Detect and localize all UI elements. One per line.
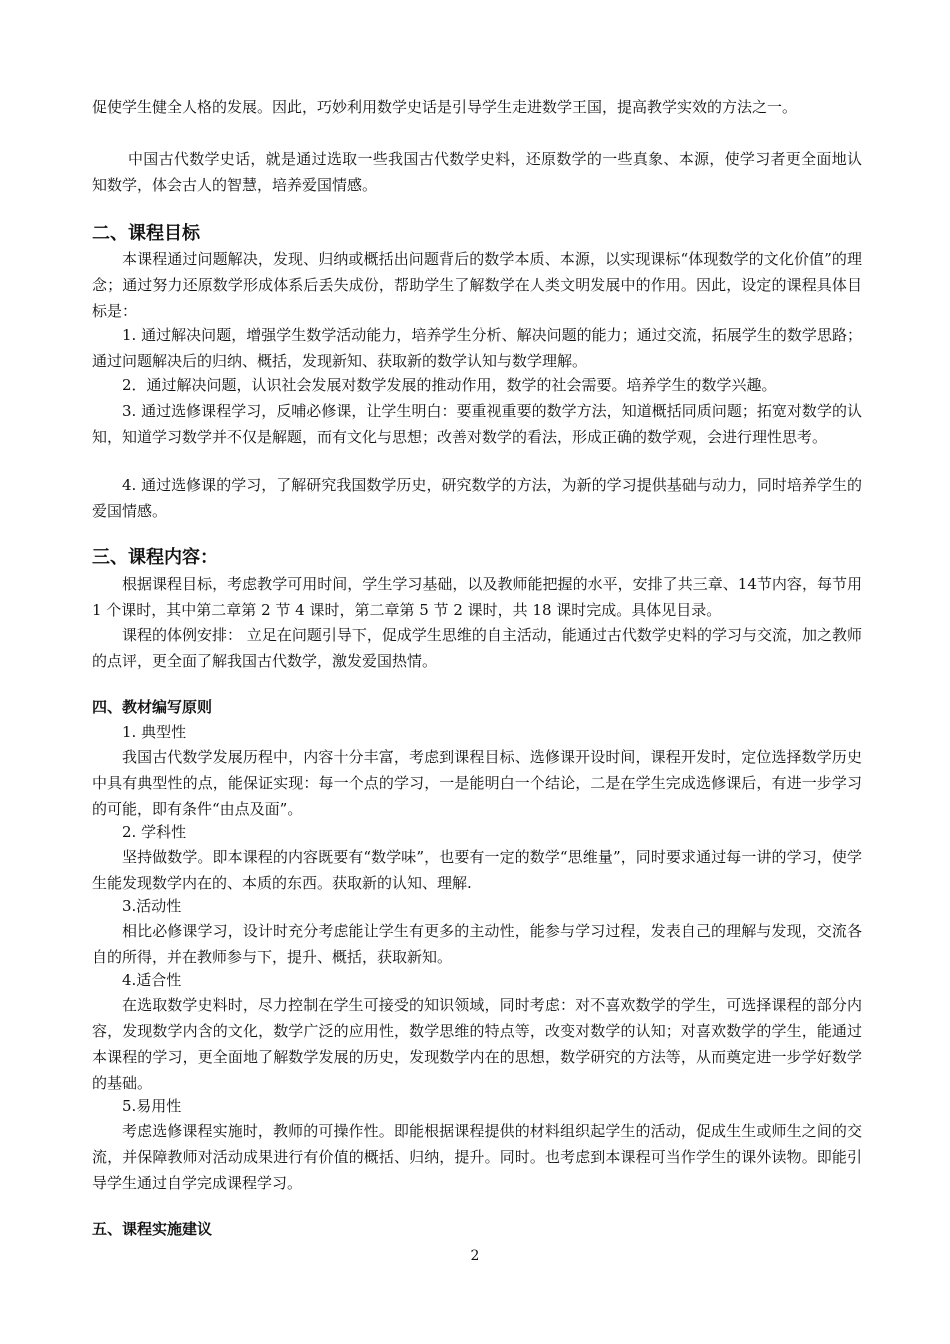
principle-title-3: 3.活动性	[122, 897, 182, 915]
course-goals-intro: 本课程通过问题解决，发现、归纳或概括出问题背后的数学本质、本源，以实现课标“体现数学的文化价值”的理念；通过努力还原数学形成体系后丢失成份，帮助学生了解数学在人类文明发展中的作用。因此，设定的课程具体目标是：	[92, 250, 862, 320]
course-content-paragraph-1: 根据课程目标，考虑教学可用时间，学生学习基础，以及教师能把握的水平，安排了共三章、14节内容，每节用 1 个课时，其中第二章第 2 节 4 课时，第二章第 5 节 2 课时，共 18 课时完成。具体见目录。	[92, 575, 862, 619]
principle-text-2: 坚持做数学。即本课程的内容既要有“数学味”，也要有一定的数学“思维量”，同时要求通过每一讲的学习，使学生能发现数学内在的、本质的东西。获取新的认知、理解.	[92, 848, 862, 892]
course-goal-item-2: 2．通过解决问题，认识社会发展对数学发展的推动作用，数学的社会需要。培养学生的数学兴趣。	[122, 376, 777, 394]
principle-text-5: 考虑选修课程实施时，教师的可操作性。即能根据课程提供的材料组织起学生的活动，促成生生或师生之间的交流，并保障教师对活动成果进行有价值的概括、归纳，提升。同时。也考虑到本课程可当作学生的课外读物。即能引导学生通过自学完成课程学习。	[92, 1122, 862, 1192]
page-number: 2	[470, 1248, 480, 1264]
principle-title-2: 2. 学科性	[122, 823, 187, 841]
course-content-paragraph-2: 课程的体例安排： 立足在问题引导下，促成学生思维的自主活动，能通过古代数学史料的学习与交流，加之教师的点评，更全面了解我国古代数学，激发爱国热情。	[92, 626, 862, 670]
course-goal-item-3: 3. 通过选修课程学习，反哺必修课，让学生明白：要重视重要的数学方法，知道概括同质问题；拓宽对数学的认知，知道学习数学并不仅是解题，而有文化与思想；改善对数学的看法，形成正确的数学观，会进行理性思考。	[92, 402, 862, 446]
principle-title-4: 4.适合性	[122, 971, 182, 989]
section-heading-textbook-principles: 四、教材编写原则	[92, 698, 213, 716]
principle-title-1: 1. 典型性	[122, 723, 187, 741]
principle-title-5: 5.易用性	[122, 1097, 182, 1115]
intro-paragraph-1: 促使学生健全人格的发展。因此，巧妙利用数学史话是引导学生走进数学王国，提高教学实效的方法之一。	[92, 98, 798, 116]
principle-text-1: 我国古代数学发展历程中，内容十分丰富，考虑到课程目标、选修课开设时间，课程开发时，定位选择数学历史中具有典型性的点，能保证实现：每一个点的学习，一是能明白一个结论，二是在学生完成选修课后，有进一步学习的可能，即有条件“由点及面”。	[92, 748, 862, 818]
section-heading-course-goals: 二、课程目标	[92, 223, 200, 244]
course-goal-item-1: 1. 通过解决问题，增强学生数学活动能力，培养学生分析、解决问题的能力；通过交流，拓展学生的数学思路；通过问题解决后的归纳、概括，发现新知、获取新的数学认知与数学理解。	[92, 326, 862, 370]
principle-text-4: 在选取数学史料时，尽力控制在学生可接受的知识领域，同时考虑：对不喜欢数学的学生，可选择课程的部分内容，发现数学内含的文化，数学广泛的应用性，数学思维的特点等，改变对数学的认知；对喜欢数学的学生，能通过本课程的学习，更全面地了解数学发展的历史，发现数学内在的思想，数学研究的方法等，从而奠定进一步学好数学的基础。	[92, 996, 862, 1092]
section-heading-course-content: 三、课程内容：	[92, 547, 218, 568]
intro-paragraph-2: 中国古代数学史话，就是通过选取一些我国古代数学史料，还原数学的一些真象、本源，使学习者更全面地认知数学，体会古人的智慧，培养爱国情感。	[92, 150, 862, 194]
course-goal-item-4: 4. 通过选修课的学习，了解研究我国数学历史，研究数学的方法，为新的学习提供基础与动力，同时培养学生的爱国情感。	[92, 476, 862, 520]
section-heading-implementation: 五、课程实施建议	[92, 1220, 213, 1238]
principle-text-3: 相比必修课学习，设计时充分考虑能让学生有更多的主动性，能参与学习过程，发表自己的理解与发现，交流各自的所得，并在教师参与下，提升、概括，获取新知。	[92, 922, 862, 966]
